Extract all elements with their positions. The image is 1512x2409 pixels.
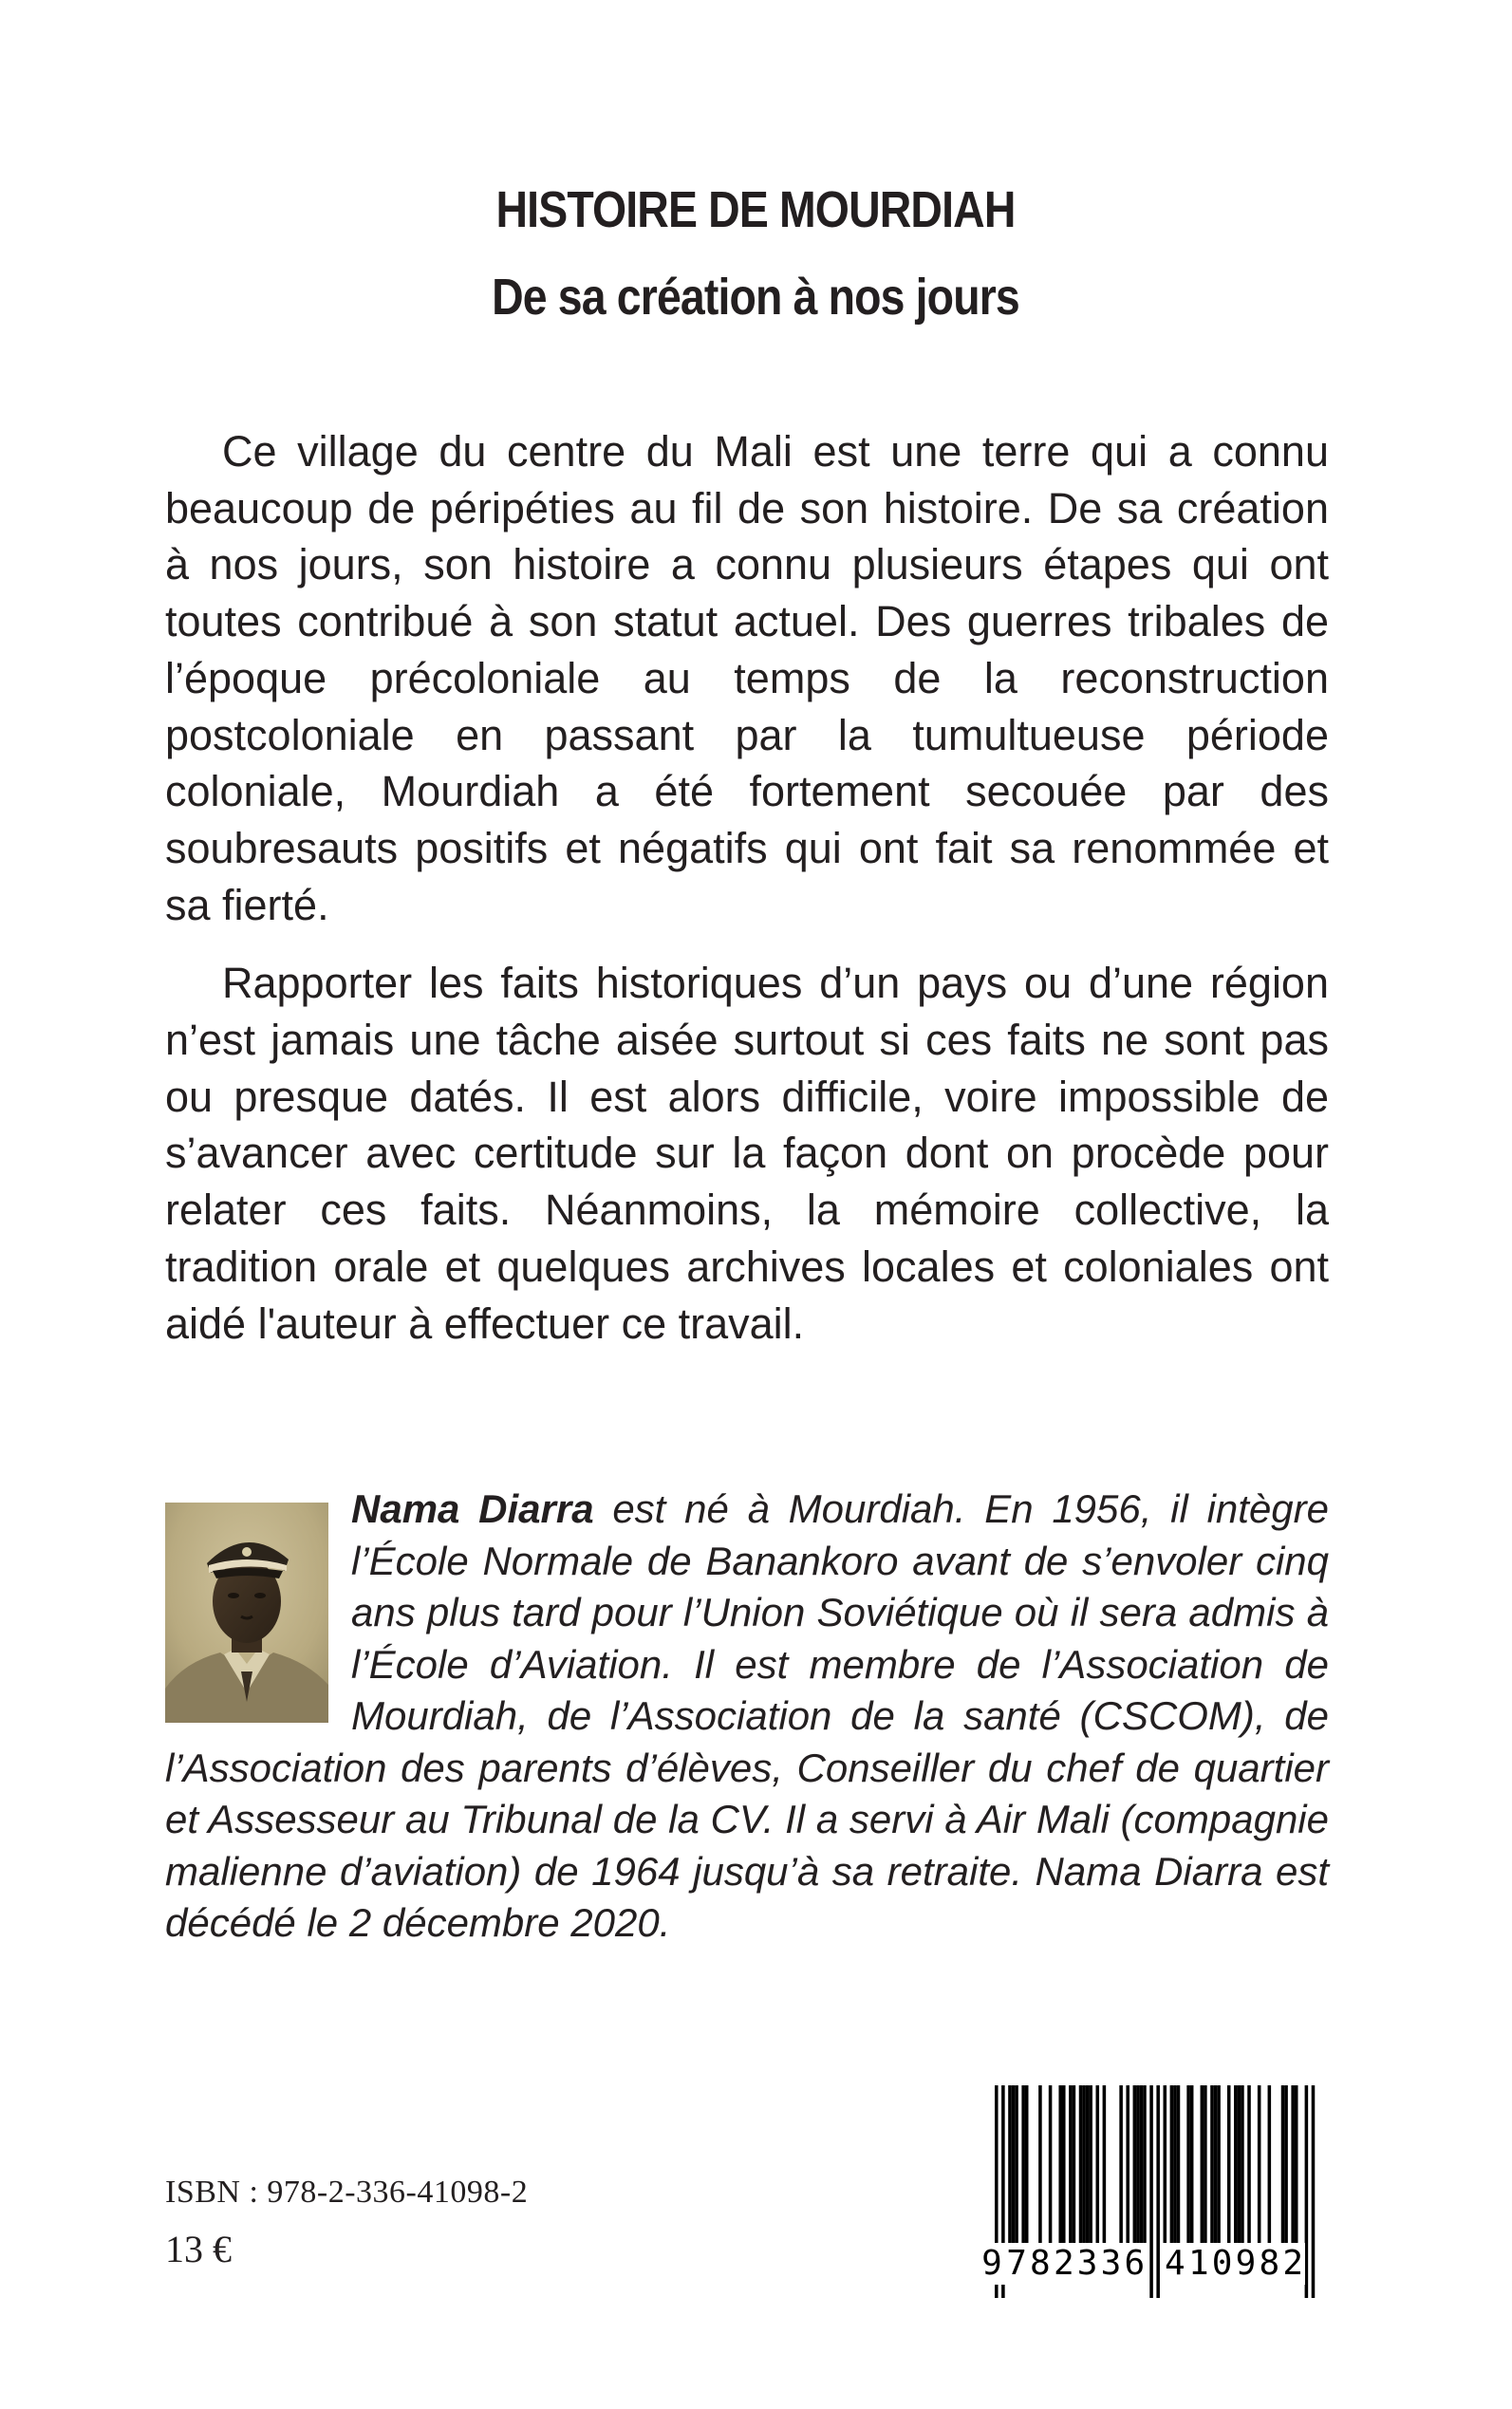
barcode-digit: 8 <box>1028 2243 1053 2285</box>
barcode-digit: 8 <box>1257 2243 1281 2285</box>
barcode-bar <box>1079 2085 1083 2245</box>
author-name: Nama Diarra <box>351 1486 594 1531</box>
barcode-bar <box>1021 2085 1025 2245</box>
barcode-bar <box>1143 2085 1147 2245</box>
barcode-bar <box>1258 2085 1261 2245</box>
barcode-bar <box>1291 2085 1295 2245</box>
barcode-bar <box>1234 2085 1238 2245</box>
barcode-bar <box>1210 2085 1214 2245</box>
barcode-bar <box>1201 2085 1204 2245</box>
barcode-bar <box>1089 2085 1092 2245</box>
barcode-bar <box>1015 2085 1018 2245</box>
barcode-bar <box>1049 2085 1053 2245</box>
barcode-digit: 9 <box>980 2243 1004 2285</box>
barcode-bar <box>1025 2085 1029 2245</box>
barcode-bar <box>1133 2085 1137 2245</box>
author-bio <box>165 1484 1329 1950</box>
author-bio-text: est né à Mourdiah. En 1956, il intègre l’École Normale de Banankoro avant de s’envoler cinq ans plus tard pour l’Union Soviétique où il sera admis à l’École d’Aviation. Il est membre de l’Association de Mourdiah, de l’Association de la santé (CSCOM), de l’Association des parents d’élèves, Conseiller du chef de quartier et Assesseur au Tribunal de la CV. Il a servi à Air Mali (compagnie malienne d’aviation) de 1964 jusqu’à sa retraite. Nama Diarra est décédé le 2 décembre 2020. <box>165 1486 1330 1945</box>
barcode-bar <box>1190 2085 1194 2245</box>
title-block <box>105 166 1406 341</box>
barcode-bar <box>1062 2085 1066 2245</box>
barcode-digit: 9 <box>1234 2243 1259 2285</box>
barcode-bar <box>1086 2085 1090 2245</box>
summary-paragraph: Rapporter les faits historiques d’un pays ou d’une région n’est jamais une tâche aisée surtout si ces faits ne sont pas ou presque datés. Il est alors difficile, voire impossible de s’avancer avec certitude sur la façon dont on procède pour relater ces faits. Néanmoins, la mémoire collective, la tradition orale et quelques archives locales et coloniales ont aidé l'auteur à effectuer ce travail. <box>165 959 1329 1348</box>
barcode-digit: 1 <box>1186 2243 1211 2285</box>
barcode-digit: 6 <box>1122 2243 1147 2285</box>
barcode-digit: 2 <box>1052 2243 1076 2285</box>
barcode-bar <box>1126 2085 1129 2245</box>
barcode-digit: 4 <box>1163 2243 1187 2285</box>
price: 13 € <box>165 2228 232 2270</box>
barcode-bar <box>1227 2085 1231 2245</box>
book-title: HISTOIRE DE MOURDIAH <box>495 181 1016 238</box>
barcode-guard-bar <box>1149 2085 1153 2298</box>
barcode-bar <box>1038 2085 1042 2245</box>
barcode-bar <box>1295 2085 1298 2245</box>
barcode-bar <box>1241 2085 1244 2245</box>
barcode-bar <box>1082 2085 1086 2245</box>
barcode-bar <box>1284 2085 1288 2245</box>
isbn: ISBN : 978-2-336-41098-2 <box>165 2175 529 2210</box>
barcode-guard-bar <box>1156 2085 1160 2298</box>
barcode-bar <box>1281 2085 1285 2245</box>
barcode-digit: 3 <box>1075 2243 1100 2285</box>
photo-wrap-spacer <box>165 1484 351 1740</box>
barcode-bar <box>1170 2085 1174 2245</box>
summary <box>165 423 1329 1352</box>
book-subtitle: De sa création à nos jours <box>492 269 1019 326</box>
summary-paragraph: Ce village du centre du Mali est une terre qui a connu beaucoup de péripéties au fil de son histoire. De sa création à nos jours, son histoire a connu plusieurs étapes qui ont toutes contribué à son statut actuel. Des guerres tribales de l’époque précoloniale au temps de la reconstruction postcoloniale en passant par la tumultueuse période coloniale, Mourdiah a été fortement secouée par des soubresauts positifs et négatifs qui ont fait sa renommée et sa fierté. <box>165 427 1329 929</box>
barcode-bar <box>1073 2085 1076 2245</box>
barcode-bar <box>1177 2085 1181 2245</box>
barcode-digit: 7 <box>1004 2243 1029 2285</box>
barcode-bar <box>1214 2085 1218 2245</box>
barcode-bar <box>1103 2085 1107 2245</box>
barcode-bar <box>1119 2085 1123 2245</box>
barcode-bar <box>1238 2085 1241 2245</box>
barcode-digit: 3 <box>1099 2243 1124 2285</box>
barcode-bar <box>1008 2085 1012 2245</box>
barcode-bar <box>1164 2085 1167 2245</box>
barcode-bar <box>1204 2085 1207 2245</box>
barcode-bar <box>1136 2085 1140 2245</box>
barcode-guard-bar <box>1312 2085 1316 2298</box>
barcode-bar <box>1140 2085 1144 2245</box>
barcode-digit: 0 <box>1210 2243 1235 2285</box>
barcode-bar <box>1186 2085 1190 2245</box>
barcode-bar <box>1096 2085 1100 2245</box>
barcode-bar <box>1069 2085 1073 2245</box>
barcode-bar <box>1268 2085 1272 2245</box>
barcode-bar <box>1173 2085 1177 2245</box>
barcode-digit: 2 <box>1280 2243 1305 2285</box>
barcode-bar <box>1058 2085 1062 2245</box>
barcode-bar <box>1247 2085 1251 2245</box>
barcode-bar <box>1012 2085 1016 2245</box>
barcode-bar <box>1217 2085 1221 2245</box>
